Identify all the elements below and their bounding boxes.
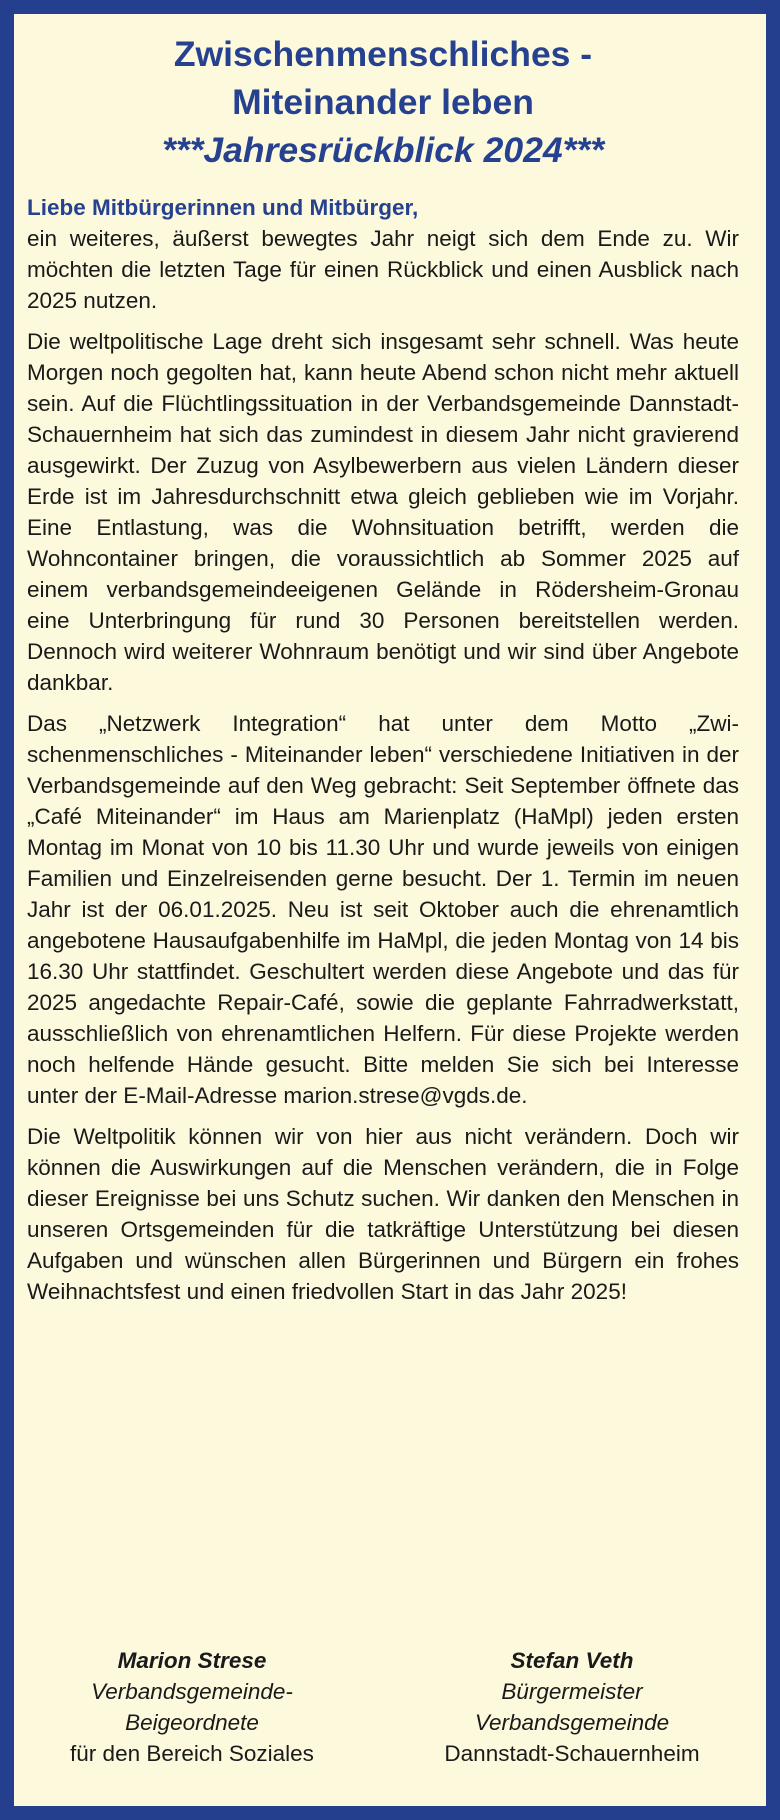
paragraph-closing: Die Weltpolitik können wir von hier aus nicht verändern. Doch wir können die Auswirkungen auf die Menschen verändern, die in Folge dieser Ereignisse bei uns Schutz suchen. Wir danken den Menschen in unseren Ortsgemeinden für die tatkräftige Unterstützung bei diesen Aufgaben und wünschen allen Bürgerinnen und Bürgern ein frohes Weihnachtsfest und einen friedvollen Start in das Jahr 2025! [27,1124,739,1304]
signature-role: für den Bereich Soziales [70,1741,314,1766]
signature-role: Verbandsgemeinde [474,1710,670,1735]
paragraph-intro: ein weiteres, äußerst bewegtes Jahr neigt sich dem Ende zu. Wir möchten die letzten Tage für einen Rückblick und einen Ausblick nach 2025 nutzen. [27,226,739,313]
title-line-1: Zwischenmenschliches - [173,34,593,74]
salutation: Liebe Mitbürgerinnen und Mitbürger, [27,195,419,220]
signature-role: Beigeordnete [125,1710,259,1735]
signature-block [27,1645,739,1769]
notice-body [27,30,739,1317]
title-line-3: ***Jahresrückblick 2024*** [161,130,605,170]
signature-name: Marion Strese [117,1648,267,1673]
signature-role: Verbandsgemeinde- [91,1679,293,1704]
paragraph-integration-network: Das „Netzwerk Integration“ hat unter dem Motto „Zwischenmenschliches - Miteinander leben“ verschiedene Initiativen in der Verbandsgemeinde auf den Weg gebracht: Seit September öffnete das „Café Miteinander“ im Haus am Marienplatz (HaMpl) jeden ersten Montag im Monat von 10 bis 11.30 Uhr und wurde jeweils von einigen Familien und Einzelreisenden gerne besucht. Der 1. Termin im neuen Jahr ist der 06.01.2025. Neu ist seit Oktober auch die ehrenamtlich angebotene Hausaufgabenhilfe im HaMpl, die jeden Montag von 14 bis 16.30 Uhr stattfindet. Geschultert werden diese Angebote und das für 2025 angedachte Repair-Café, sowie die geplante Fahrradwerkstatt, ausschließlich von ehrenamtlichen Helfern. Für diese Projekte werden noch helfende Hände gesucht. Bitte melden Sie sich bei Interesse unter der E-Mail-Adresse marion.strese@vgds.de. [27,711,739,1108]
signature-left [27,1645,357,1769]
signature-role: Bürgermeister [501,1679,643,1704]
signature-role: Dannstadt-Schauernheim [444,1741,700,1766]
title-line-2: Miteinander leben [232,82,534,122]
signature-name: Stefan Veth [510,1648,634,1673]
signature-right [407,1645,737,1769]
paragraph-refugee-situation: Die weltpolitische Lage dreht sich insgesamt sehr schnell. Was heute Morgen noch gegolten hat, kann heute Abend schon nicht mehr aktuell sein. Auf die Flüchtlingssituation in der Verbandsgemeinde Dannstadt-Schauernheim hat sich das zumindest in diesem Jahr nicht gravierend ausgewirkt. Der Zuzug von Asylbewerbern aus vielen Ländern dieser Erde ist im Jahresdurchschnitt etwa gleich geblieben wie im Vorjahr. Eine Entlastung, was die Wohnsituation betrifft, werden die Wohncontainer bringen, die voraussichtlich ab Sommer 2025 auf einem verbandsgemeindeeigenen Gelände in Rödersheim-Gronau eine Unterbringung für rund 30 Personen bereitstellen werden. Dennoch wird weiterer Wohnraum benötigt und wir sind über Angebote dankbar. [27,329,739,695]
